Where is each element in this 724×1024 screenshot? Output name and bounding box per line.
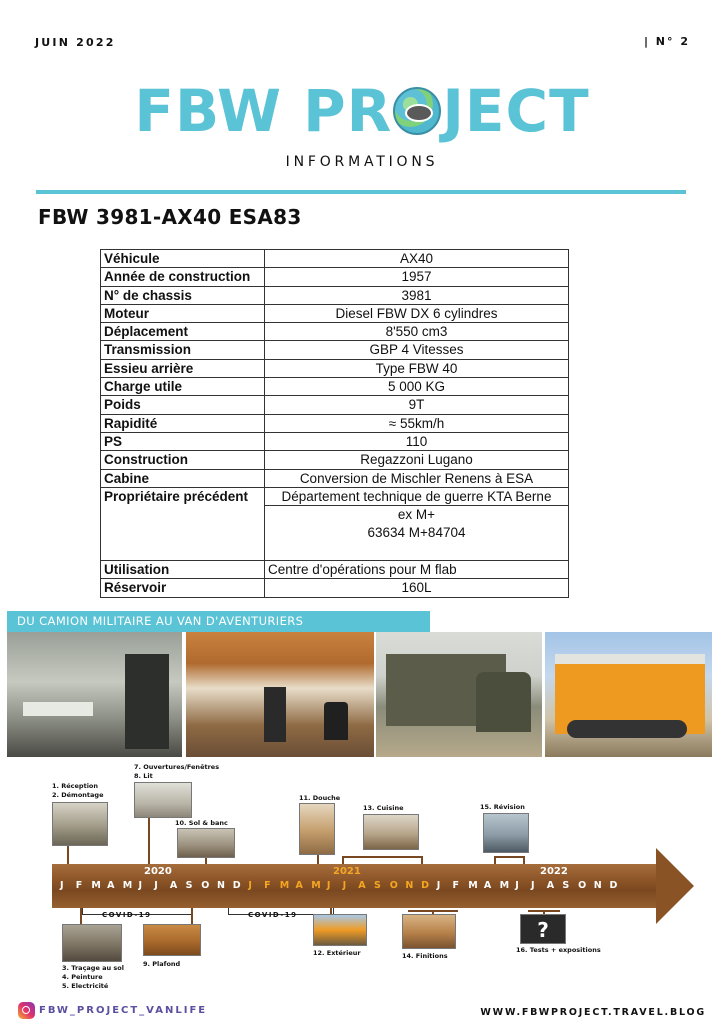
- month-row: [60, 880, 660, 896]
- month-label: J: [60, 880, 64, 891]
- step-label: 1. Réception: [52, 782, 99, 790]
- specs-table: [100, 249, 569, 598]
- month-label: J: [154, 880, 158, 891]
- month-label: J: [531, 880, 535, 891]
- step-photo: [363, 814, 419, 850]
- step-label: 5. Electricité: [62, 982, 109, 990]
- spec-value: 5 000 KG: [265, 378, 569, 396]
- step-photo: [177, 828, 235, 858]
- issue-date: JUIN 2022: [35, 36, 116, 49]
- spec-value: Département technique de guerre KTA Berne: [265, 487, 569, 505]
- spec-value: Type FBW 40: [265, 359, 569, 377]
- month-label: M: [468, 880, 478, 891]
- month-label: N: [593, 880, 602, 891]
- spec-label: Construction: [101, 451, 265, 469]
- month-label: A: [483, 880, 492, 891]
- month-label: D: [232, 880, 241, 891]
- month-label: S: [185, 880, 193, 891]
- month-label: M: [311, 880, 321, 891]
- instagram-handle[interactable]: FBW_PROJECT_VANLIFE: [39, 1005, 208, 1016]
- spec-label: Réservoir: [101, 579, 265, 597]
- month-label: J: [248, 880, 252, 891]
- month-label: M: [279, 880, 290, 891]
- step-label: 9. Plafond: [143, 960, 181, 968]
- photo-empty-interior: [7, 632, 182, 757]
- step-label: 14. Finitions: [402, 952, 448, 960]
- table-row: [101, 286, 569, 304]
- renovation-timeline: [0, 760, 724, 1010]
- brand-text-part1: FBW PR: [134, 77, 393, 145]
- spec-value: Conversion de Mischler Renens à ESA: [265, 469, 569, 487]
- month-label: J: [342, 880, 347, 891]
- month-label: F: [452, 880, 459, 891]
- section-title: DU CAMION MILITAIRE AU VAN D'AVENTURIERS: [7, 611, 430, 632]
- spec-value: Centre d'opérations pour M flab: [265, 561, 569, 579]
- step-photo: [143, 924, 201, 956]
- step-label: 13. Cuisine: [363, 804, 404, 812]
- year-label: 2022: [540, 866, 568, 877]
- step-photo: [299, 803, 335, 855]
- step-label: 8. Lit: [134, 772, 153, 780]
- step-photo: [402, 914, 456, 949]
- step-label: 4. Peinture: [62, 973, 103, 981]
- issue-number: | N° 2: [643, 35, 690, 48]
- step-photo: [62, 924, 122, 962]
- month-label: S: [562, 880, 570, 891]
- brand-logo: [0, 76, 724, 146]
- table-row: [101, 250, 569, 268]
- month-label: F: [264, 880, 271, 891]
- table-row: [101, 561, 569, 579]
- step-label: 12. Extérieur: [313, 949, 361, 957]
- globe-truck-icon: [393, 87, 441, 135]
- connector: [148, 818, 150, 864]
- month-label: J: [515, 880, 519, 891]
- spec-label: Cabine: [101, 469, 265, 487]
- connector: [421, 856, 423, 864]
- month-label: M: [122, 880, 133, 891]
- spec-value: 8'550 cm3: [265, 323, 569, 341]
- spec-label: Rapidité: [101, 414, 265, 432]
- connector: [494, 856, 496, 864]
- connector: [317, 855, 319, 864]
- spec-label: Véhicule: [101, 250, 265, 268]
- month-label: A: [107, 880, 115, 891]
- spec-value: 110: [265, 432, 569, 450]
- spec-value: GBP 4 Vitesses: [265, 341, 569, 359]
- month-label: J: [436, 880, 441, 891]
- month-label: J: [326, 880, 331, 891]
- spec-value: Regazzoni Lugano: [265, 451, 569, 469]
- table-row: [101, 341, 569, 359]
- month-label: F: [75, 880, 83, 891]
- month-label: N: [217, 880, 225, 891]
- covid-label: COVID-19: [248, 911, 298, 919]
- month-label: O: [578, 880, 587, 891]
- connector: [342, 856, 422, 858]
- spec-label: Année de construction: [101, 268, 265, 286]
- month-label: A: [169, 880, 178, 891]
- spec-label: Transmission: [101, 341, 265, 359]
- step-photo: [52, 802, 108, 846]
- month-label: D: [609, 880, 618, 891]
- table-row: [101, 432, 569, 450]
- connector: [523, 856, 525, 864]
- table-row: [101, 378, 569, 396]
- month-label: A: [358, 880, 366, 891]
- step-label: 10. Sol & banc: [175, 819, 228, 827]
- connector: [494, 856, 524, 858]
- month-label: D: [421, 880, 429, 891]
- month-label: J: [138, 880, 143, 891]
- month-label: M: [499, 880, 510, 891]
- month-label: S: [374, 880, 381, 891]
- spec-label: Poids: [101, 396, 265, 414]
- spec-label: Propriétaire précédent: [101, 487, 265, 560]
- spec-label: N° de chassis: [101, 286, 265, 304]
- table-row: [101, 487, 569, 505]
- step-photo: [483, 813, 529, 853]
- table-row: [101, 469, 569, 487]
- divider: [36, 190, 686, 194]
- step-label: 11. Douche: [299, 794, 341, 802]
- month-label: A: [546, 880, 555, 891]
- spec-label: Charge utile: [101, 378, 265, 396]
- page-subtitle: INFORMATIONS: [285, 154, 439, 170]
- spec-value: ≈ 55km/h: [265, 414, 569, 432]
- table-row: [101, 268, 569, 286]
- table-row: [101, 359, 569, 377]
- spec-label: PS: [101, 432, 265, 450]
- spec-value: 160L: [265, 579, 569, 597]
- spec-value: 1957: [265, 268, 569, 286]
- spec-value: 9T: [265, 396, 569, 414]
- connector: [205, 858, 207, 864]
- vehicle-title: FBW 3981-AX40 ESA83: [38, 205, 302, 229]
- month-label: M: [91, 880, 101, 891]
- table-row: [101, 323, 569, 341]
- connector: [67, 846, 69, 864]
- step-label: 15. Révision: [480, 803, 525, 811]
- month-label: A: [295, 880, 303, 891]
- spec-value-multiline: [265, 506, 569, 561]
- covid-label: COVID-19: [102, 911, 152, 919]
- connector: [342, 856, 344, 864]
- year-label: 2020: [144, 866, 172, 877]
- timeline-arrow-head: [656, 848, 694, 924]
- month-label: O: [389, 880, 398, 891]
- step-label: 16. Tests + expositions: [516, 946, 601, 954]
- connector: [191, 908, 193, 924]
- step-photo: [134, 782, 192, 818]
- month-label: O: [201, 880, 210, 891]
- step-label: 3. Traçage au sol: [62, 964, 124, 972]
- month-label: N: [405, 880, 414, 891]
- spec-label: Essieu arrière: [101, 359, 265, 377]
- step-label: 7. Ouvertures/Fenêtres: [134, 763, 220, 771]
- brand-text-part2: JECT: [442, 77, 590, 145]
- website-link[interactable]: WWW.FBWPROJECT.TRAVEL.BLOG: [480, 1007, 706, 1018]
- table-row: [101, 304, 569, 322]
- instagram-icon[interactable]: [18, 1002, 35, 1019]
- photo-finished-interior: [186, 632, 374, 757]
- spec-value: AX40: [265, 250, 569, 268]
- photo-military-truck: [376, 632, 542, 757]
- spec-value-line: 63634 M+84704: [367, 525, 466, 541]
- year-label: 2021: [333, 866, 361, 877]
- spec-value-line: ex M+: [397, 507, 436, 523]
- connector: [80, 908, 82, 924]
- photo-orange-van: [545, 632, 712, 757]
- step-label: 2. Démontage: [52, 791, 104, 799]
- table-row: [101, 451, 569, 469]
- table-row: [101, 579, 569, 597]
- spec-label: Utilisation: [101, 561, 265, 579]
- table-row: [101, 414, 569, 432]
- spec-label: Déplacement: [101, 323, 265, 341]
- spec-value: 3981: [265, 286, 569, 304]
- spec-value: Diesel FBW DX 6 cylindres: [265, 304, 569, 322]
- question-mark-icon: ?: [520, 914, 566, 944]
- table-row: [101, 396, 569, 414]
- step-photo: [313, 914, 367, 946]
- spec-label: Moteur: [101, 304, 265, 322]
